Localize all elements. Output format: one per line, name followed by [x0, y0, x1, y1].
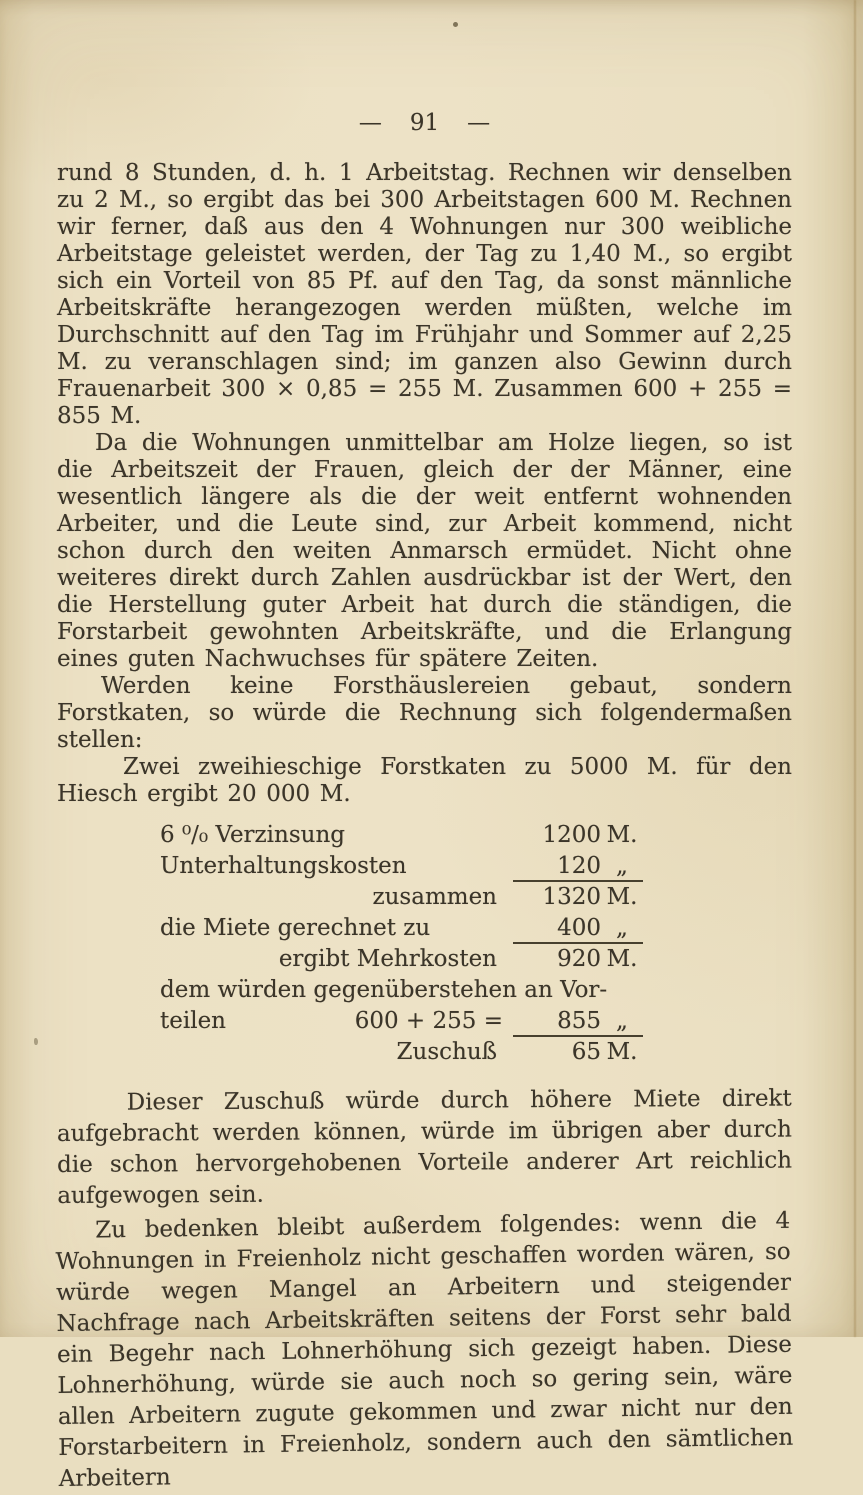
- row-label: Zuschuß: [396, 1039, 497, 1065]
- row-label-split: [160, 1006, 513, 1037]
- amount-unit: „: [616, 853, 628, 879]
- amount-unit: M.: [606, 946, 638, 972]
- row-amount: [513, 882, 643, 913]
- table-row: [160, 820, 792, 851]
- amount-unit: M.: [606, 822, 638, 848]
- amount-unit: „: [616, 915, 628, 941]
- row-amount-underlined: [513, 913, 643, 944]
- row-label: Unterhaltungskosten: [160, 853, 407, 879]
- paragraph-zu-bedenken: Zu bedenken bleibt außerdem folgendes: wenn die 4 Wohnungen in Freienholz nicht geschaffen worden wären, so würde wegen Mangel an Arbeitern und steigender Nachfrage nach Arbeitskräften seitens der Forst sehr bald ein Begehr nach Lohnerhöhung sich gezeigt haben. Diese Lohnerhöhung, würde sie auch noch so gering sein, wäre allen Arbeitern zugute gekommen und zwar nicht nur den Forstarbeitern in Freienholz, sondern auch den sämtlichen Arbeitern: [55, 1207, 794, 1492]
- paragraph-zuschuss: Dieser Zuschuß würde durch höhere Miete direkt aufgebracht werden können, würde im übrigen aber durch die schon hervorgehobenen Vorteile anderer Art reichlich aufgewogen sein.: [56, 1085, 793, 1209]
- table-row: [160, 1037, 792, 1068]
- row-label: teilen: [160, 1008, 226, 1034]
- table-row: [160, 975, 792, 1006]
- amount-value: 400: [557, 915, 601, 941]
- row-amount-underlined: [513, 851, 643, 882]
- row-label: ergibt Mehrkosten: [278, 946, 497, 972]
- table-row: [160, 882, 792, 913]
- row-label: die Miete gerechnet zu: [160, 915, 431, 941]
- page-edge-shadow: [854, 0, 856, 1337]
- paragraph-wohnungen: Da die Wohnungen unmittelbar am Holze liegen, so ist die Arbeitszeit der Frauen, gleich der der Männer, eine wesentlich längere als die der weit entfernt wohnenden Arbeiter, und die Leute sind, zur Arbeit kommend, nicht schon durch den weiten Anmarsch ermüdet. Nicht ohne weiteres direkt durch Zahlen ausdrückbar ist der Wert, den die Herstellung guter Arbeit hat durch die ständigen, die Forstarbeit gewohnten Arbeitskräfte, und die Erlangung eines guten Nachwuchses für spätere Zeiten.: [57, 430, 792, 672]
- table-row: [160, 1006, 792, 1037]
- amount-value: 855: [557, 1008, 601, 1034]
- amount-value: 1200: [542, 822, 601, 848]
- table-row: [160, 913, 792, 944]
- row-label: 6 ⁰/₀ Verzinsung: [160, 822, 345, 848]
- amount-value: 1320: [542, 884, 601, 910]
- amount-unit: M.: [606, 884, 638, 910]
- cost-calculation-table: [57, 820, 792, 1068]
- table-row: [160, 944, 792, 975]
- amount-unit: „: [616, 1008, 628, 1034]
- row-label: dem würden gegenüberstehen an Vor-: [160, 977, 608, 1003]
- row-amount-underlined: [513, 1006, 643, 1037]
- page-number: 91: [409, 110, 440, 136]
- header-dash-right: —: [467, 110, 491, 136]
- paragraph-continuation: rund 8 Stunden, d. h. 1 Arbeitstag. Rechnen wir denselben zu 2 M., so ergibt das bei 300 Arbeitstagen 600 M. Rechnen wir ferner, daß aus den 4 Wohnungen nur 300 weibliche Arbeitstage geleistet werden, der Tag zu 1,40 M., so ergibt sich ein Vorteil von 85 Pf. auf den Tag, da sonst männliche Arbeitskräfte herangezogen werden müßten, welche im Durchschnitt auf den Tag im Frühjahr und Sommer auf 2,25 M. zu veranschlagen sind; im ganzen also Gewinn durch Frauenarbeit 300 × 0,85 = 255 M. Zusammen 600 + 255 = 855 M.: [57, 160, 792, 429]
- row-amount: [513, 1037, 643, 1068]
- ink-speck: [34, 1038, 38, 1045]
- page-header: [57, 110, 792, 137]
- amount-value: 920: [557, 946, 601, 972]
- row-amount: [513, 820, 643, 851]
- header-dash-left: —: [358, 110, 382, 136]
- paragraph-forstkaten: Werden keine Forsthäuslereien gebaut, sondern Forstkaten, so würde die Rechnung sich folgendermaßen stellen:: [57, 673, 792, 753]
- amount-unit: M.: [606, 1039, 638, 1065]
- paragraph-zweihieschige: Zwei zweihieschige Forstkaten zu 5000 M. für den Hiesch ergibt 20 000 M.: [57, 754, 792, 807]
- amount-value: 120: [557, 853, 601, 879]
- text-column: [57, 0, 792, 1495]
- row-label: zusammen: [372, 884, 497, 910]
- row-amount: [513, 944, 643, 975]
- table-row: [160, 851, 792, 882]
- row-formula: 600 + 255 =: [354, 1008, 503, 1034]
- amount-value: 65: [571, 1039, 601, 1065]
